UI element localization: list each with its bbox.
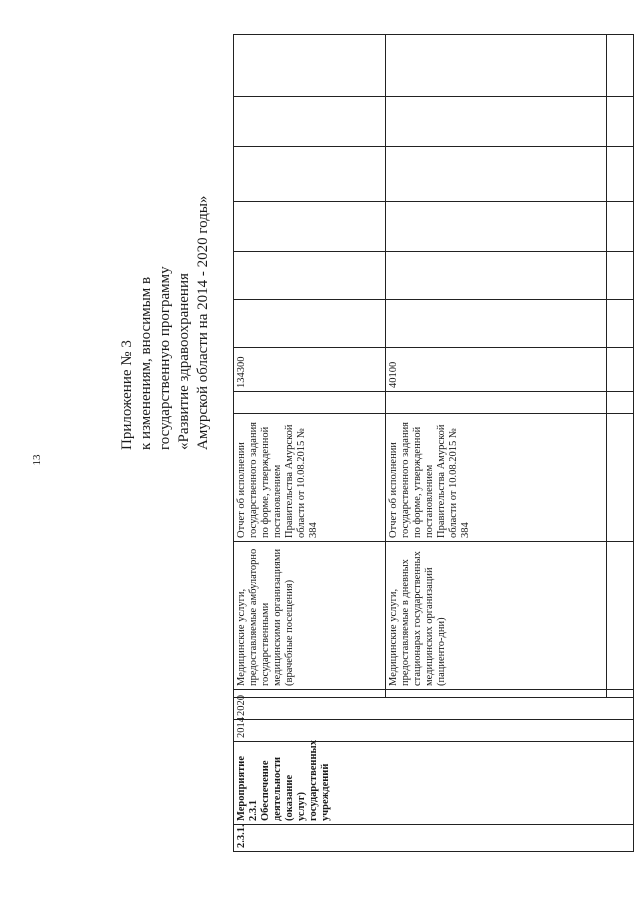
empty-cell	[234, 252, 386, 300]
empty-cell	[606, 97, 633, 147]
empty-cell	[386, 147, 607, 202]
empty-cell	[606, 392, 633, 414]
header-line-4: «Развитие здравоохранения	[176, 273, 192, 450]
empty-cell	[606, 35, 633, 97]
row-id-cell: 2.3.1.	[234, 825, 634, 852]
empty-cell	[386, 97, 607, 147]
empty-cell	[606, 252, 633, 300]
service-1-value: 134300	[234, 348, 386, 392]
service-2-source: Отчет об исполнении государственного задания по форме, утвержденной постановлением Правительства Амурской области от 10.08.2015 № 384	[386, 414, 607, 542]
empty-cell	[606, 147, 633, 202]
empty-cell	[606, 348, 633, 392]
empty-cell	[386, 300, 607, 348]
empty-cell	[606, 300, 633, 348]
service-2-name: Медицинские услуги, предоставляемые в дневных стационарах государственных медицинских организаций (пациенто-дни)	[386, 542, 607, 690]
header-line-1: Приложение № 3	[119, 340, 135, 450]
empty-cell	[386, 252, 607, 300]
program-table	[233, 34, 634, 852]
empty-cell	[386, 690, 607, 698]
empty-cell	[386, 392, 607, 414]
event-cell: Мероприятие 2.3.1 Обеспечение деятельности (оказание услуг) государственных учреждений	[234, 742, 634, 825]
empty-cell	[234, 202, 386, 252]
program-table-region	[233, 44, 634, 852]
empty-cell	[606, 202, 633, 252]
empty-cell	[606, 414, 633, 542]
empty-cell	[386, 202, 607, 252]
empty-cell	[234, 35, 386, 97]
service-2-value: 40100	[386, 348, 607, 392]
empty-cell	[606, 690, 633, 698]
header-line-2: к изменениям, вносимым в	[138, 276, 154, 450]
empty-cell	[234, 690, 386, 698]
empty-cell	[386, 35, 607, 97]
year-start-cell: 2014	[234, 720, 634, 742]
service-1-name: Медицинские услуги, предоставляемые амбулаторно государственными медицинскими организациями (врачебные посещения)	[234, 542, 386, 690]
empty-cell	[234, 392, 386, 414]
year-end-cell: 2020	[234, 698, 634, 720]
service-1-source: Отчет об исполнении государственного задания по форме, утвержденной постановлением Правительства Амурской области от 10.08.2015 № 384	[234, 414, 386, 542]
header-line-5: Амурской области на 2014 - 2020 годы»	[195, 195, 211, 450]
empty-cell	[234, 147, 386, 202]
empty-cell	[234, 300, 386, 348]
page-number: 13	[31, 454, 43, 466]
header-line-3: государственную программу	[157, 266, 173, 450]
empty-cell	[606, 542, 633, 690]
appendix-header	[118, 30, 213, 450]
empty-cell	[234, 97, 386, 147]
